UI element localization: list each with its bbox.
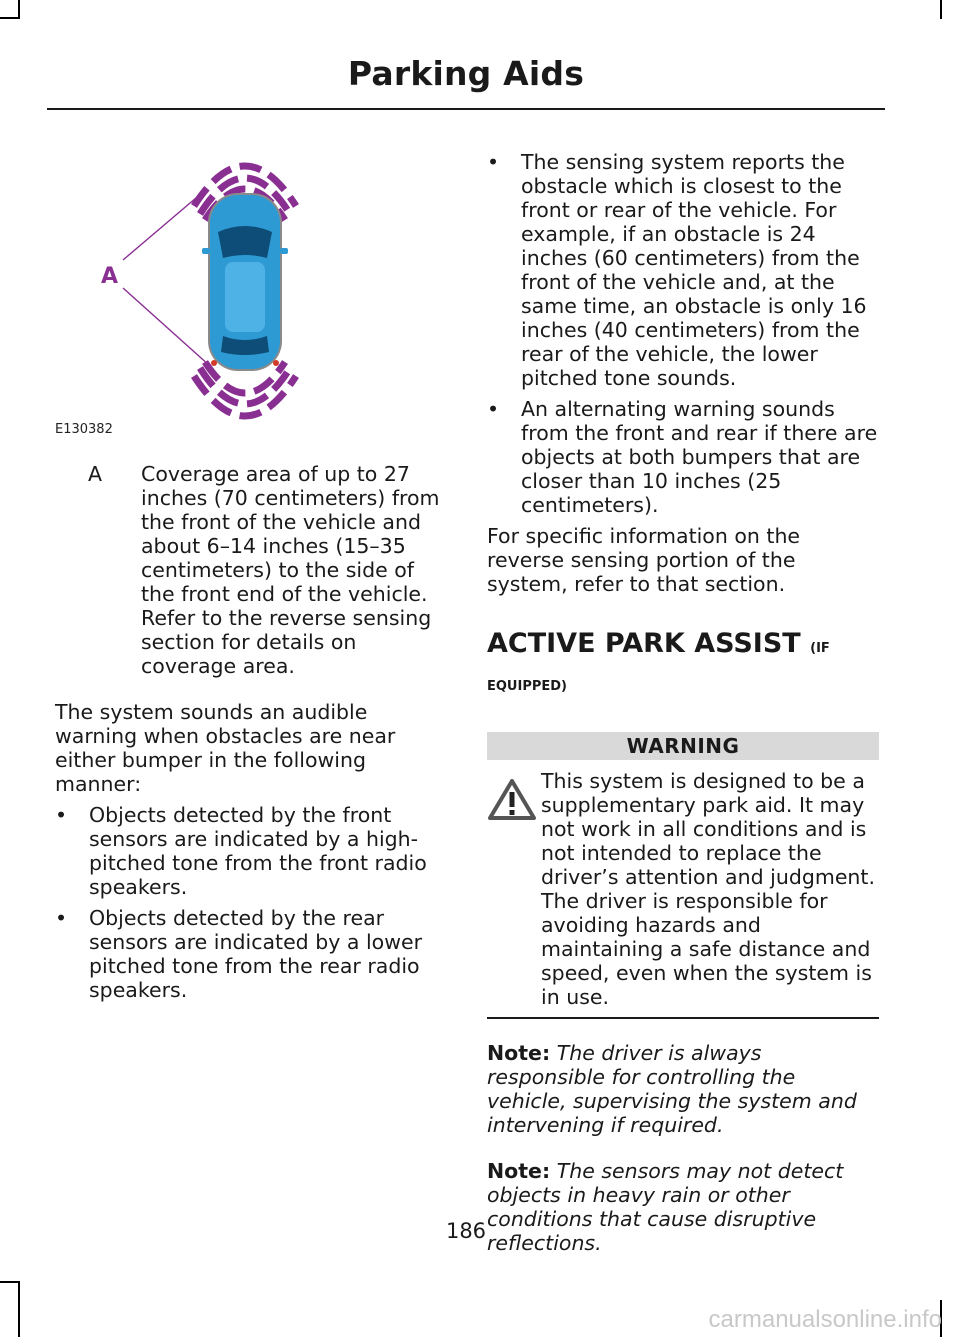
tail-light-left bbox=[211, 360, 217, 366]
figure-legend bbox=[55, 462, 445, 678]
watermark: carmanualsonline.info bbox=[708, 1306, 942, 1333]
callout-line-lower bbox=[123, 288, 210, 366]
bullet-list-right bbox=[487, 150, 879, 517]
legend-text: Coverage area of up to 27 inches (70 centimeters) from the front of the vehicle and about 6–14 inches (15–35 centimeters) to the side of the front end of the vehicle. Refer to the reverse sensing section for details on coverage area. bbox=[141, 462, 440, 678]
bullet-list-left bbox=[55, 803, 445, 1002]
callout-line-upper bbox=[123, 192, 203, 260]
bullet-glyph: • bbox=[487, 397, 500, 421]
note-text: The driver is always responsible for controlling the vehicle, supervising the system and intervening if required. bbox=[487, 1041, 857, 1137]
list-item-text: Objects detected by the front sensors are indicated by a high-pitched tone from the front radio speakers. bbox=[89, 803, 427, 899]
page-title: Parking Aids bbox=[347, 54, 585, 93]
vehicle-top-view bbox=[202, 193, 288, 371]
page-number: 186 bbox=[445, 1219, 487, 1243]
crop-mark-bottom-left-h bbox=[0, 1281, 20, 1283]
list-item bbox=[487, 150, 879, 390]
bullet-glyph: • bbox=[55, 803, 68, 827]
list-item bbox=[55, 906, 445, 1002]
legend-key: A bbox=[88, 462, 103, 486]
mirror-left bbox=[202, 248, 210, 254]
bullet-glyph: • bbox=[487, 150, 500, 174]
warning-divider bbox=[487, 1017, 879, 1019]
section-title: ACTIVE PARK ASSIST bbox=[487, 628, 801, 659]
left-column bbox=[55, 140, 445, 1002]
crop-mark-top-left-v bbox=[18, 0, 20, 19]
note-1 bbox=[487, 1041, 879, 1137]
list-item bbox=[55, 803, 445, 899]
list-item-text: An alternating warning sounds from the front and rear if there are objects at both bumpers that are closer than 10 inches (25 centimeters). bbox=[521, 397, 878, 517]
callout-label: A bbox=[101, 264, 119, 289]
parking-sensor-diagram bbox=[55, 140, 435, 440]
intro-paragraph: The system sounds an audible warning when obstacles are near either bumper in the following manner: bbox=[55, 700, 396, 796]
mirror-right bbox=[280, 248, 288, 254]
coverage-figure bbox=[55, 140, 435, 440]
note-text: The sensors may not detect objects in heavy rain or other conditions that cause disruptive reflections. bbox=[487, 1159, 844, 1255]
note-label: Note: bbox=[487, 1159, 551, 1183]
list-item-text: The sensing system reports the obstacle which is closest to the front or rear of the vehicle. For example, if an obstacle is 24 inches (60 centimeters) from the front of the vehicle and, at the same time, an obstacle is only 16 inches (40 centimeters) from the rear of the vehicle, the lower pitched tone sounds. bbox=[521, 150, 867, 390]
crop-mark-top-left-h bbox=[0, 17, 20, 19]
bullet-glyph: • bbox=[55, 906, 68, 930]
section-qualifier: (IF bbox=[810, 641, 830, 656]
list-item-text: Objects detected by the rear sensors are indicated by a lower pitched tone from the rear radio speakers. bbox=[89, 906, 422, 1002]
note-label: Note: bbox=[487, 1041, 551, 1065]
crop-mark-top-right-v bbox=[940, 0, 942, 19]
warning-triangle-icon bbox=[487, 777, 537, 821]
figure-code: E130382 bbox=[55, 422, 113, 437]
warning-bar: WARNING bbox=[487, 732, 879, 760]
crop-mark-bottom-left-v bbox=[18, 1281, 20, 1337]
header-divider bbox=[47, 108, 885, 110]
tail-light-right bbox=[273, 360, 279, 366]
right-column bbox=[487, 150, 879, 1255]
list-item bbox=[487, 397, 879, 517]
warning-text: This system is designed to be a supplementary park aid. It may not work in all conditions and is not intended to replace the driver’s attention and judgment. The driver is responsible for avoiding hazards and maintaining a safe distance and speed, even when the system is in use. bbox=[541, 769, 875, 1009]
section-heading bbox=[487, 629, 879, 664]
warning-body bbox=[487, 769, 879, 1009]
car-roof bbox=[225, 262, 265, 332]
car-windshield bbox=[218, 226, 272, 258]
section-qualifier-continued: EQUIPPED) bbox=[487, 679, 567, 694]
reverse-sensing-reference: For specific information on the reverse sensing portion of the system, refer to that section. bbox=[487, 524, 801, 596]
